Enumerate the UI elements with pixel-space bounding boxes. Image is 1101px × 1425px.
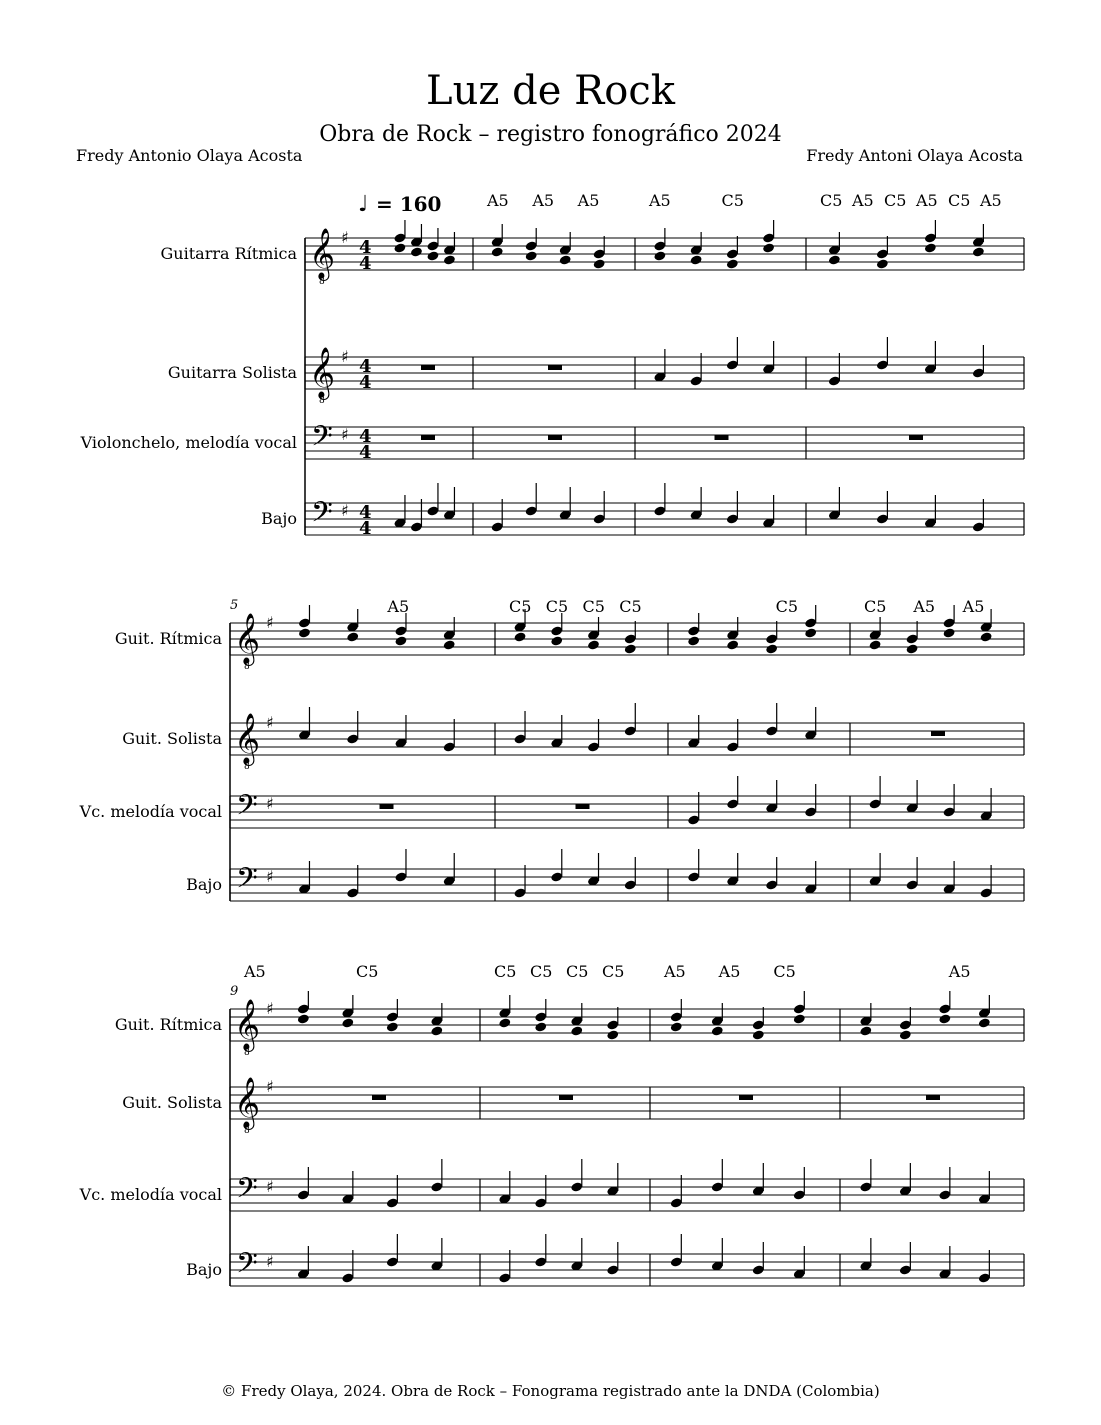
octave-8-marker: 8 [244, 1048, 250, 1058]
note-head [859, 1025, 872, 1036]
system-number: 9 [230, 984, 239, 999]
note-head [394, 635, 407, 646]
octave-8-marker: 8 [319, 396, 325, 406]
note-head [938, 1013, 951, 1024]
whole-rest-icon [421, 435, 435, 440]
score-title: Luz de Rock [426, 68, 675, 114]
instrument-name: Vc. melodía vocal [79, 802, 222, 821]
note-head [793, 1013, 806, 1024]
copyright-footer: © Fredy Olaya, 2024. Obra de Rock – Fonograma registrado ante la DNDA (Colombia) [221, 1382, 880, 1400]
chord-symbol: A5 [487, 191, 509, 210]
note-head [687, 635, 700, 646]
chord-symbol: A5 [916, 191, 938, 210]
time-signature-top: 4 [359, 356, 372, 377]
chord-symbol: C5 [356, 962, 379, 981]
whole-rest-icon [421, 365, 435, 370]
note-head [393, 242, 406, 253]
sharp-icon: ♯ [341, 425, 349, 444]
whole-rest-icon [926, 1095, 940, 1100]
note-head [298, 627, 311, 638]
time-signature-top: 4 [359, 502, 372, 523]
note-head [670, 1021, 683, 1032]
chord-symbol: C5 [773, 962, 796, 981]
chord-symbol: C5 [582, 597, 605, 616]
sharp-icon: ♯ [341, 228, 349, 247]
note-head [491, 246, 504, 257]
time-signature-top: 4 [359, 237, 372, 258]
instrument-name: Bajo [186, 875, 222, 894]
staff-system [79, 962, 1024, 1287]
note-head [711, 1025, 724, 1036]
instrument-name: Guit. Solista [122, 1093, 222, 1112]
time-signature-top: 4 [359, 426, 372, 447]
whole-rest-icon [715, 435, 729, 440]
bass-clef-icon: 𝄢 [236, 1247, 258, 1287]
chord-symbol: C5 [530, 962, 553, 981]
chord-symbol: A5 [664, 962, 686, 981]
note-head [752, 1029, 765, 1040]
chord-symbol: A5 [718, 962, 741, 981]
chord-symbol: A5 [962, 597, 985, 616]
note-head [346, 631, 359, 642]
note-head [726, 258, 739, 269]
tempo-text: = 160 [376, 192, 442, 216]
staff [230, 789, 1024, 829]
treble-clef-icon: 𝄞 [234, 1077, 261, 1128]
chord-symbol: C5 [775, 597, 799, 616]
treble-clef-icon: 𝄞 [234, 613, 261, 664]
whole-rest-icon [739, 1095, 753, 1100]
sharp-icon: ♯ [266, 1177, 274, 1196]
staff-system [80, 191, 1024, 539]
chord-symbol: C5 [566, 962, 589, 981]
note-head [906, 643, 919, 654]
chord-symbol: C5 [948, 191, 971, 210]
note-head [341, 1017, 354, 1028]
bass-clef-icon: 𝄢 [236, 1172, 258, 1212]
chord-symbol: C5 [619, 597, 642, 616]
staff [230, 1077, 1024, 1136]
octave-8-marker: 8 [244, 662, 250, 672]
note-head [550, 635, 563, 646]
chord-symbol: A5 [649, 191, 671, 210]
chord-symbol: A5 [980, 191, 1002, 210]
bass-clef-icon: 𝄢 [311, 420, 333, 460]
instrument-name: Bajo [186, 1260, 222, 1279]
note-head [828, 254, 841, 265]
note-head [624, 643, 637, 654]
treble-clef-icon: 𝄞 [309, 228, 336, 279]
bass-clef-icon: 𝄢 [236, 862, 258, 902]
whole-rest-icon [576, 804, 590, 809]
sharp-icon: ♯ [266, 1077, 274, 1096]
note-head [513, 631, 526, 642]
note-head [765, 643, 778, 654]
system-number: 5 [230, 598, 239, 613]
chord-symbol: C5 [884, 191, 907, 210]
systems-layer [79, 191, 1024, 1287]
note-head [386, 1021, 399, 1032]
instrument-name: Guit. Rítmica [114, 629, 222, 648]
whole-rest-icon [548, 435, 562, 440]
instrument-name: Bajo [261, 509, 297, 528]
note-head [972, 246, 985, 257]
octave-8-marker: 8 [244, 762, 250, 772]
chord-symbol: C5 [494, 962, 517, 981]
time-signature-bottom: 4 [359, 518, 372, 539]
note-head [899, 1029, 912, 1040]
whole-rest-icon [909, 435, 923, 440]
quarter-note-icon: ♩ [358, 192, 369, 217]
chord-symbol: A5 [387, 597, 410, 616]
instrument-name: Guit. Solista [122, 729, 222, 748]
sharp-icon: ♯ [266, 867, 274, 886]
chord-symbol: A5 [852, 191, 874, 210]
note-head [443, 254, 456, 265]
bass-clef-icon: 𝄢 [236, 789, 258, 829]
note-head [869, 639, 882, 650]
treble-clef-icon: 𝄞 [234, 999, 261, 1050]
treble-clef-icon: 𝄞 [309, 347, 336, 398]
whole-rest-icon [380, 804, 394, 809]
instrument-name: Guitarra Rítmica [160, 244, 297, 263]
note-head [559, 254, 572, 265]
note-head [980, 631, 993, 642]
chord-symbol: C5 [509, 597, 532, 616]
whole-rest-icon [548, 365, 562, 370]
composer-right: Fredy Antoni Olaya Acosta [806, 146, 1023, 165]
sharp-icon: ♯ [266, 999, 274, 1018]
note-head [606, 1029, 619, 1040]
note-head [876, 258, 889, 269]
note-head [653, 250, 666, 261]
note-head [534, 1021, 547, 1032]
chord-symbol: C5 [721, 191, 744, 210]
instrument-name: Violonchelo, melodía vocal [80, 433, 297, 452]
sharp-icon: ♯ [266, 713, 274, 732]
composer-left: Fredy Antonio Olaya Acosta [76, 146, 303, 165]
instrument-name: Guit. Rítmica [114, 1015, 222, 1034]
sharp-icon: ♯ [266, 1252, 274, 1271]
note-head [804, 627, 817, 638]
note-head [587, 639, 600, 650]
note-head [426, 250, 439, 261]
whole-rest-icon [931, 731, 945, 736]
time-signature-bottom: 4 [359, 253, 372, 274]
chord-symbol: A5 [577, 191, 600, 210]
note-head [410, 246, 423, 257]
note-head [943, 627, 956, 638]
chord-symbol: C5 [602, 962, 625, 981]
chord-symbol: C5 [820, 191, 843, 210]
whole-rest-icon [559, 1095, 573, 1100]
sharp-icon: ♯ [341, 347, 349, 366]
chord-symbol: C5 [545, 597, 569, 616]
note-head [498, 1017, 511, 1028]
instrument-name: Vc. melodía vocal [79, 1185, 222, 1204]
note-head [762, 242, 775, 253]
instrument-name: Guitarra Solista [167, 363, 297, 382]
octave-8-marker: 8 [319, 277, 325, 287]
sharp-icon: ♯ [266, 613, 274, 632]
note-head [443, 639, 456, 650]
sharp-icon: ♯ [341, 501, 349, 520]
chord-symbol: A5 [913, 597, 936, 616]
treble-clef-icon: 𝄞 [234, 713, 261, 764]
bass-clef-icon: 𝄢 [311, 496, 333, 536]
score-subtitle: Obra de Rock – registro fonográfico 2024 [319, 122, 782, 147]
note-head [297, 1013, 310, 1024]
note-head [430, 1025, 443, 1036]
note-head [593, 258, 606, 269]
time-signature-bottom: 4 [359, 442, 372, 463]
chord-symbol: A5 [532, 191, 555, 210]
staff-system [79, 597, 1024, 902]
octave-8-marker: 8 [244, 1126, 250, 1136]
staff [305, 420, 1024, 463]
note-head [924, 242, 937, 253]
chord-symbol: A5 [948, 962, 971, 981]
note-head [525, 250, 538, 261]
chord-symbol: A5 [244, 962, 266, 981]
chord-symbol: C5 [864, 597, 887, 616]
note-head [978, 1017, 991, 1028]
note-head [690, 254, 703, 265]
note-head [570, 1025, 583, 1036]
note-head [726, 639, 739, 650]
tempo-marking [358, 192, 441, 217]
time-signature-bottom: 4 [359, 372, 372, 393]
whole-rest-icon [372, 1095, 386, 1100]
sharp-icon: ♯ [266, 794, 274, 813]
